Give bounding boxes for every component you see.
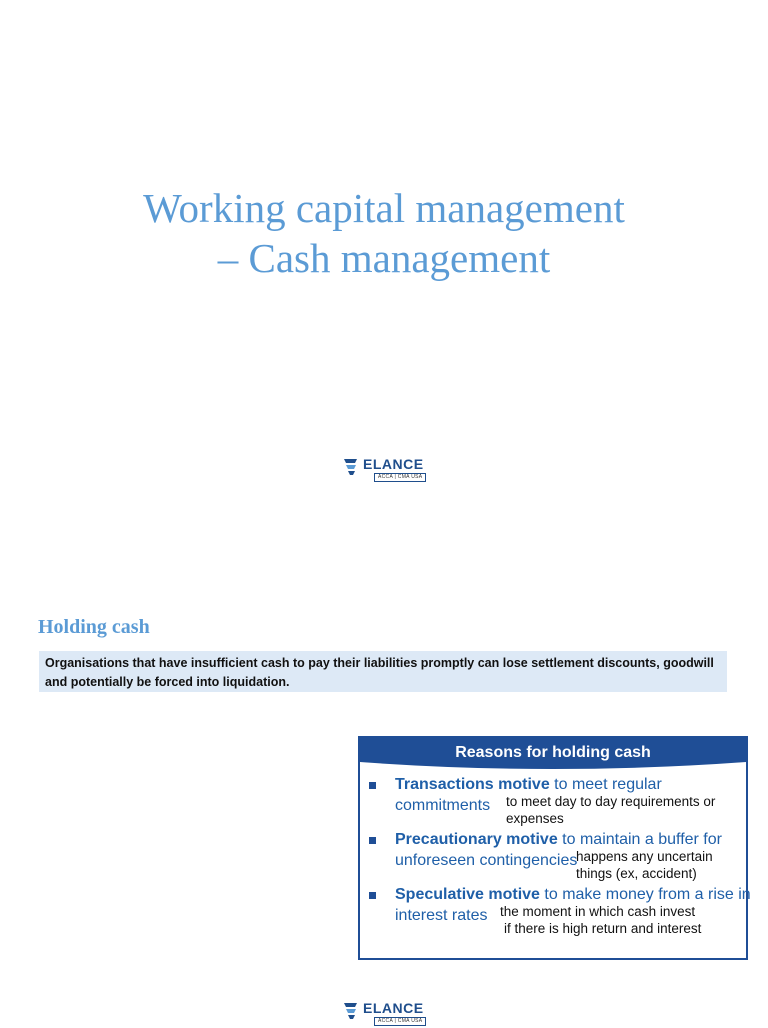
title-line-1: Working capital management — [143, 185, 625, 231]
bullet-icon — [369, 782, 376, 789]
logo-tagline: ACCA | CMA USA — [374, 1017, 426, 1026]
reason-motive: Precautionary motive — [395, 831, 558, 848]
reason-line-2: commitments — [395, 797, 491, 814]
handwritten-note-2a: happens any uncertain — [576, 849, 713, 864]
reasons-header-text: Reasons for holding cash — [455, 744, 651, 761]
logo-brand: ELANCE — [363, 456, 424, 472]
reason-rest: to meet regular — [549, 776, 662, 793]
reason-line-2: unforeseen contingencies — [395, 852, 578, 869]
slide-title — [0, 183, 768, 283]
holding-cash-slide — [0, 580, 768, 1024]
handwritten-note-2b: things (ex, accident) — [576, 866, 697, 881]
elance-logo-icon — [343, 456, 365, 480]
reason-line-2: interest rates — [395, 907, 488, 924]
handwritten-note-3a: the moment in which cash invest — [500, 904, 696, 919]
definition-box — [39, 651, 727, 692]
reason-motive: Speculative motive — [395, 886, 540, 903]
logo-brand: ELANCE — [363, 1000, 424, 1016]
title-line-2: – Cash management — [217, 235, 551, 281]
elance-logo-icon — [343, 1000, 365, 1024]
definition-line-2: and potentially be forced into liquidation. — [45, 675, 290, 689]
bullet-icon — [369, 892, 376, 899]
elance-logo — [343, 456, 433, 484]
reason-rest: to make money from a rise in — [539, 886, 751, 903]
reasons-box — [358, 736, 751, 960]
reason-line-1 — [395, 886, 751, 904]
definition-line-1: Organisations that have insufficient cash to pay their liabilities promptly can lose settlement discounts, goodwill — [45, 656, 714, 670]
reason-line-1 — [395, 776, 662, 794]
bullet-icon — [369, 837, 376, 844]
logo-tagline: ACCA | CMA USA — [374, 473, 426, 482]
reason-motive: Transactions motive — [395, 776, 550, 793]
handwritten-note-1b: expenses — [506, 811, 564, 826]
reason-line-1 — [395, 831, 722, 849]
handwritten-note-1a: to meet day to day requirements or — [506, 794, 716, 809]
reasons-header — [360, 738, 746, 772]
section-heading: Holding cash — [38, 616, 150, 638]
handwritten-note-3b: if there is high return and interest — [504, 921, 702, 936]
reason-rest: to maintain a buffer for — [557, 831, 722, 848]
